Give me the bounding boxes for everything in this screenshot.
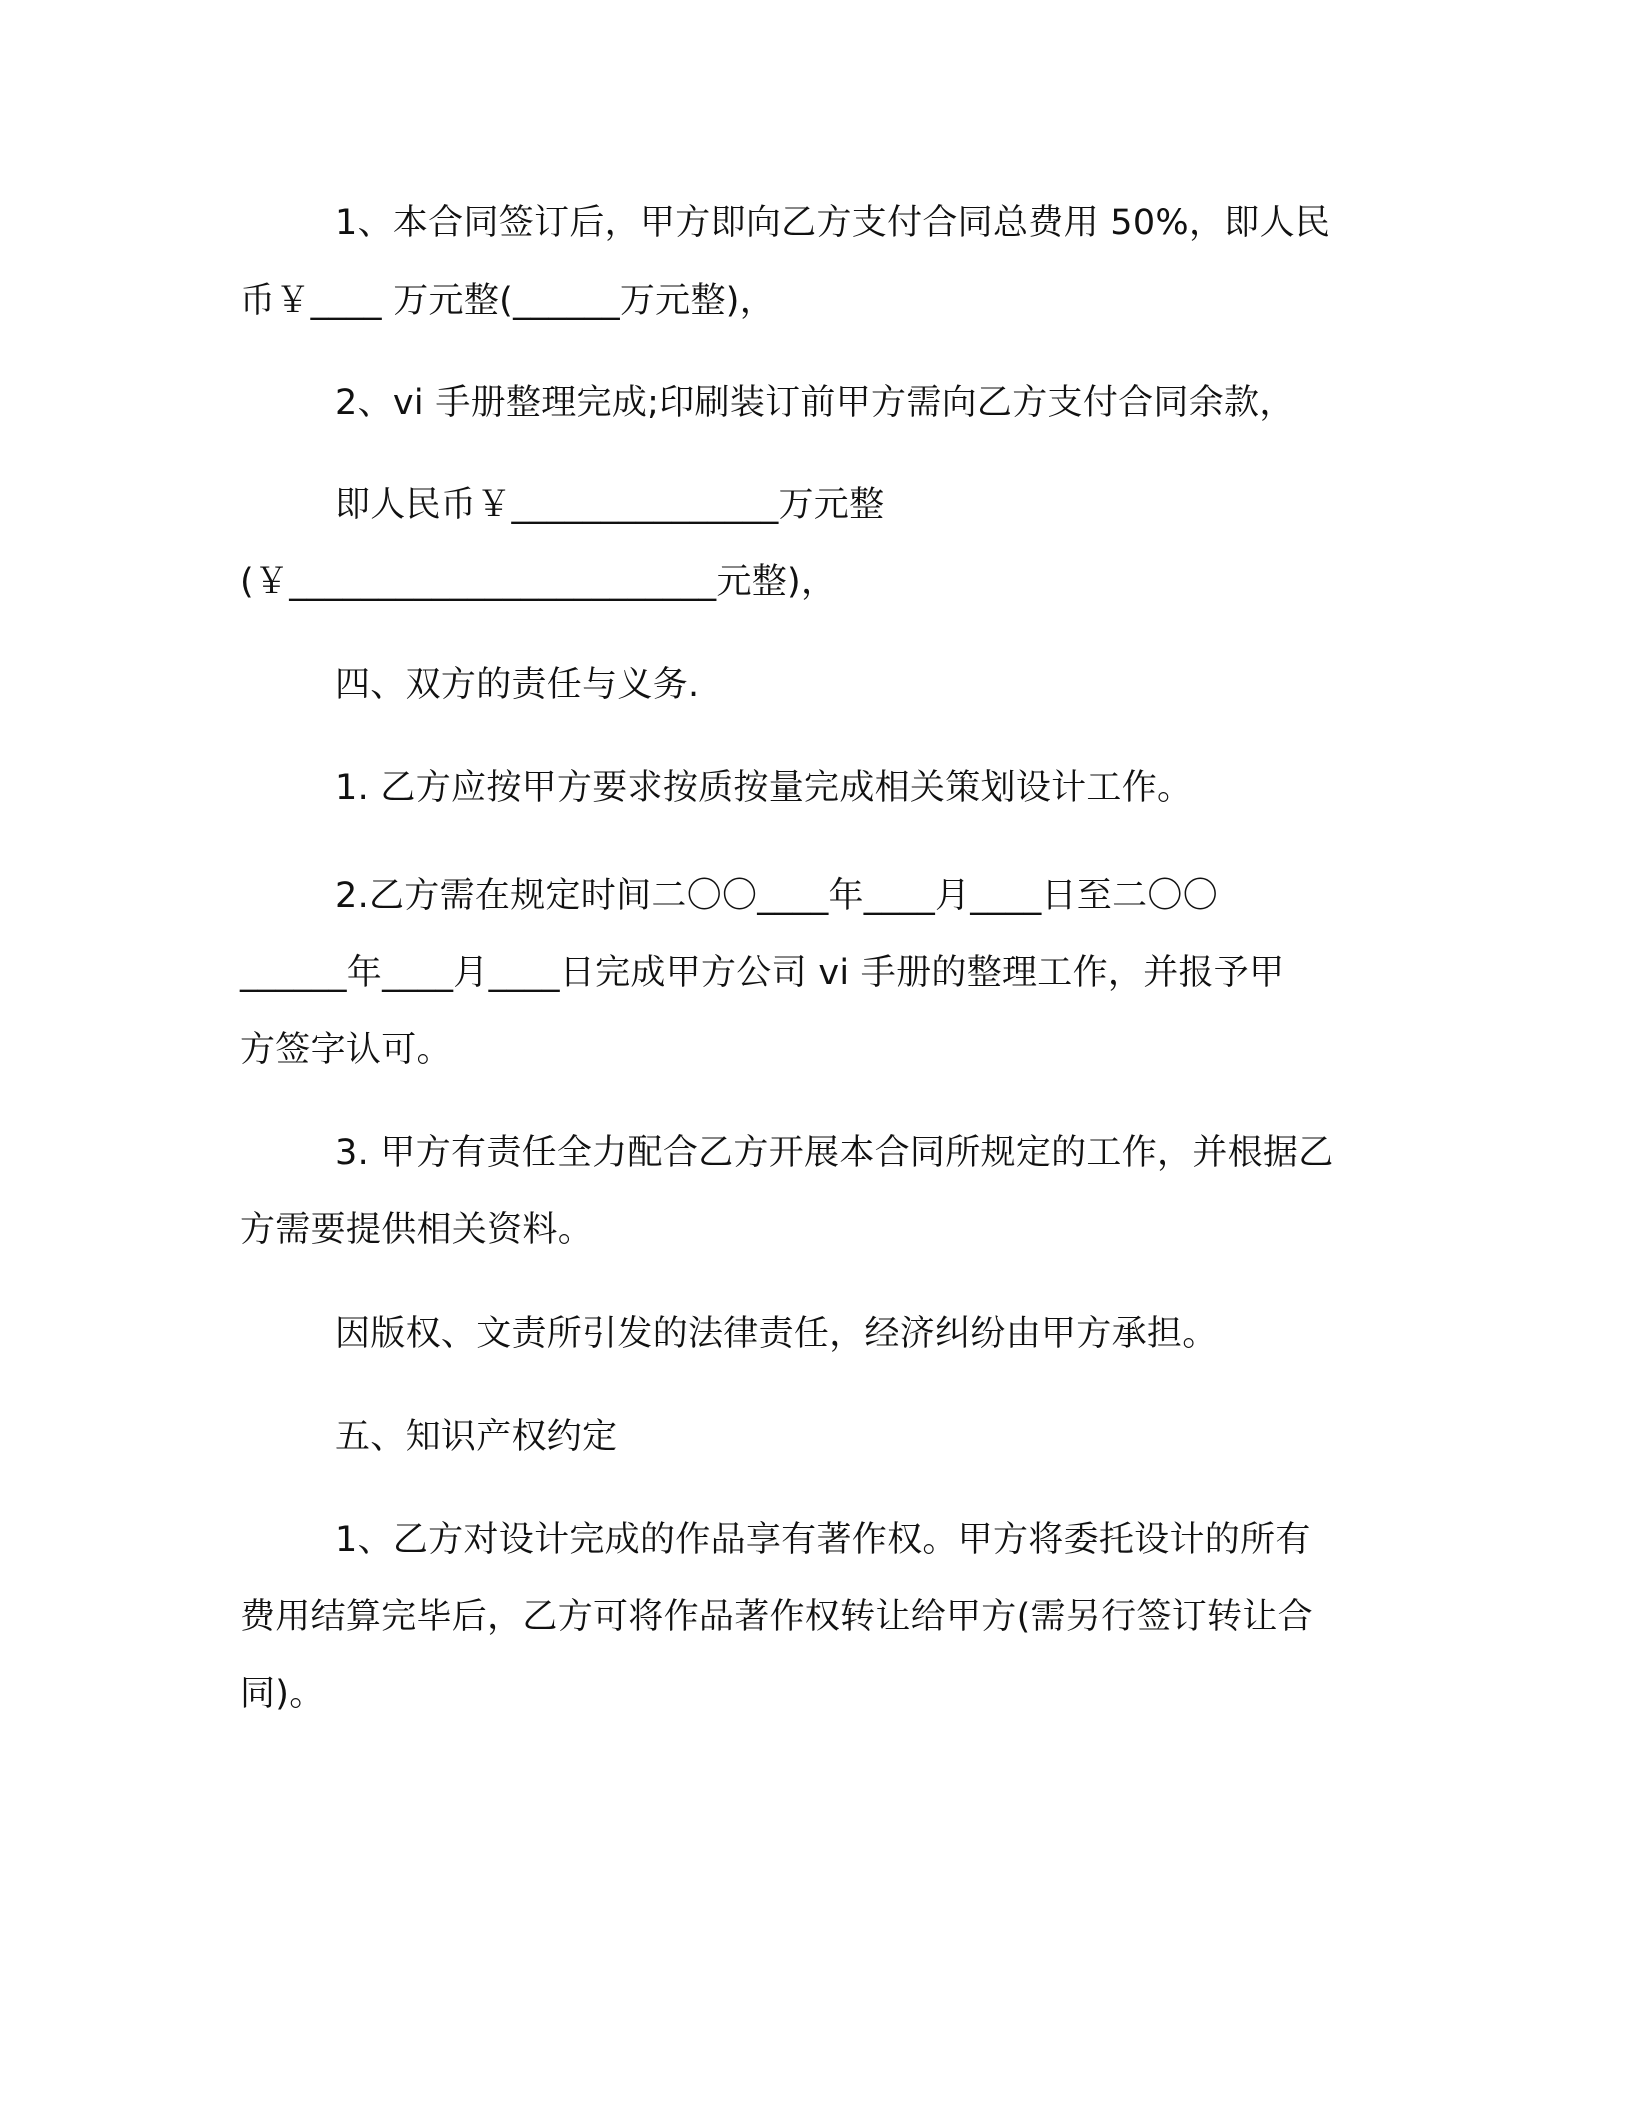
ip-clause-1-line-2: 费用结算完毕后，乙方可将作品著作权转让给甲方(需另行签订转让合 [240, 1597, 1313, 1637]
section-five-heading: 五、知识产权约定 [335, 1417, 618, 1457]
ip-clause-1-line-3: 同)。 [240, 1674, 325, 1714]
duty-clause-3-line-1: 3. 甲方有责任全力配合乙方开展本合同所规定的工作，并根据乙 [335, 1133, 1334, 1173]
payment-clause-2-line-3: (￥________________________元整)， [240, 562, 837, 602]
payment-clause-2-line-2: 即人民币￥_______________万元整 [335, 485, 885, 525]
liability-statement: 因版权、文责所引发的法律责任，经济纠纷由甲方承担。 [335, 1314, 1218, 1354]
duty-clause-1: 1. 乙方应按甲方要求按质按量完成相关策划设计工作。 [335, 768, 1193, 808]
duty-clause-2-line-1: 2.乙方需在规定时间二〇〇____年____月____日至二〇〇 [335, 876, 1218, 916]
payment-clause-1-line-1: 1、本合同签订后，甲方即向乙方支付合同总费用 50%，即人民 [335, 203, 1331, 243]
duty-clause-3-line-2: 方需要提供相关资料。 [240, 1210, 594, 1250]
duty-clause-2-line-2: ______年____月____日完成甲方公司 vi 手册的整理工作，并报予甲 [240, 953, 1285, 993]
section-four-heading: 四、双方的责任与义务. [335, 665, 700, 705]
duty-clause-2-line-3: 方签字认可。 [240, 1030, 452, 1070]
ip-clause-1-line-1: 1、乙方对设计完成的作品享有著作权。甲方将委托设计的所有 [335, 1520, 1311, 1560]
payment-clause-2-line-1: 2、vi 手册整理完成;印刷装订前甲方需向乙方支付合同余款， [335, 383, 1295, 423]
payment-clause-1-line-2: 币￥____ 万元整(______万元整)， [240, 281, 776, 321]
